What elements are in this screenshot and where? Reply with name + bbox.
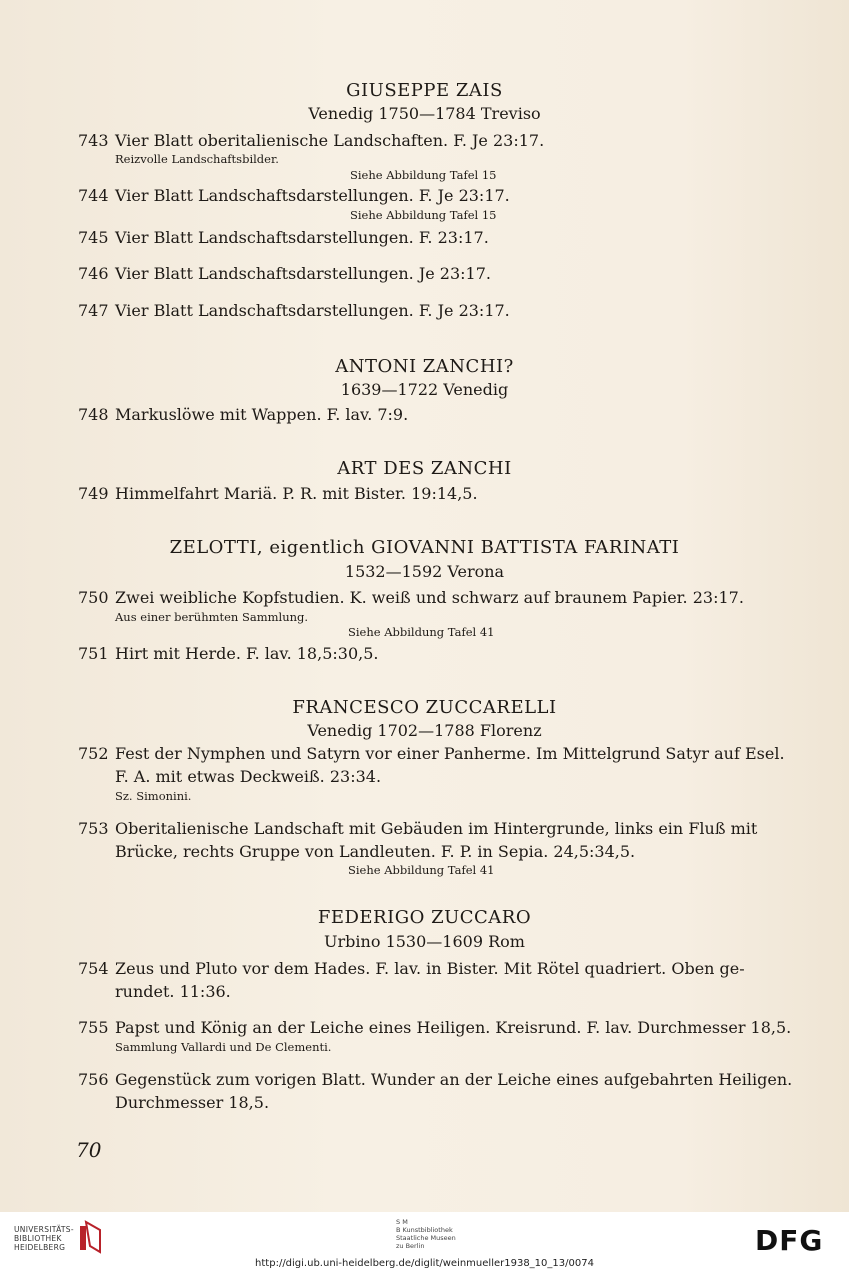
entry-text-line-2: rundet. 11:36.	[115, 982, 231, 1001]
page-number: 70	[76, 1138, 102, 1162]
entry-number: 756	[78, 1070, 109, 1089]
entry-number: 752	[78, 744, 109, 763]
plate-reference: Siehe Abbildung Tafel 41	[348, 625, 495, 639]
entry-number: 747	[78, 301, 109, 320]
plate-reference: Siehe Abbildung Tafel 15	[350, 168, 497, 182]
entry-number: 755	[78, 1018, 109, 1037]
entry-text: Markuslöwe mit Wappen. F. lav. 7:9.	[115, 405, 409, 424]
entry-text: Papst und König an der Leiche eines Heiligen. Kreisrund. F. lav. Durchmesser 18,5.	[115, 1018, 792, 1037]
entry-text-line-1: Zeus und Pluto vor dem Hades. F. lav. in Bister. Mit Rötel quadriert. Oben ge-	[115, 959, 745, 978]
artist-heading: GIUSEPPE ZAIS	[346, 80, 503, 101]
entry-note: Reizvolle Landschaftsbilder.	[115, 152, 279, 166]
source-url-link[interactable]: http://digi.ub.uni-heidelberg.de/diglit/weinmueller1938_10_13/0074	[255, 1258, 594, 1269]
artist-dates: Venedig 1702—1788 Florenz	[307, 721, 542, 740]
entry-number: 753	[78, 819, 109, 838]
entry-number: 746	[78, 264, 109, 283]
entry-text-line-2: F. A. mit etwas Deckweiß. 23:34.	[115, 767, 382, 786]
entry-number: 754	[78, 959, 109, 978]
entry-number: 750	[78, 588, 109, 607]
university-logo-icon	[78, 1220, 102, 1254]
artist-dates: 1532—1592 Verona	[344, 562, 505, 581]
university-library-name: UNIVERSITÄTS- BIBLIOTHEK HEIDELBERG	[14, 1225, 74, 1252]
digitization-footer	[0, 1212, 849, 1273]
artist-heading: FEDERIGO ZUCCARO	[317, 907, 532, 928]
entry-note: Sz. Simonini.	[115, 789, 192, 803]
artist-dates: Venedig 1750—1784 Treviso	[308, 104, 541, 123]
entry-text: Hirt mit Herde. F. lav. 18,5:30,5.	[115, 644, 379, 663]
artist-heading: FRANCESCO ZUCCARELLI	[292, 697, 557, 718]
artist-heading: ZELOTTI, eigentlich GIOVANNI BATTISTA FARINATI	[169, 537, 680, 558]
entry-number: 748	[78, 405, 109, 424]
artist-heading: ART DES ZANCHI	[337, 458, 512, 479]
plate-reference: Siehe Abbildung Tafel 41	[348, 863, 495, 877]
entry-text-line-1: Gegenstück zum vorigen Blatt. Wunder an der Leiche eines aufgebahrten Heiligen.	[115, 1070, 793, 1089]
entry-text: Vier Blatt Landschaftsdarstellungen. Je 23:17.	[115, 264, 491, 283]
artist-heading: ANTONI ZANCHI?	[335, 356, 514, 377]
entry-note: Sammlung Vallardi und De Clementi.	[115, 1040, 332, 1054]
entry-text-line-2: Durchmesser 18,5.	[115, 1093, 270, 1112]
staatliche-museen-logo: S M B Kunstbibliothek Staatliche Museen zu Berlin	[396, 1218, 456, 1250]
plate-reference: Siehe Abbildung Tafel 15	[350, 208, 497, 222]
entry-number: 751	[78, 644, 109, 663]
entry-text-line-1: Fest der Nymphen und Satyrn vor einer Panherme. Im Mittelgrund Satyr auf Esel.	[115, 744, 785, 763]
entry-text: Vier Blatt oberitalienische Landschaften. F. Je 23:17.	[115, 131, 545, 150]
artist-dates: 1639—1722 Venedig	[340, 380, 509, 399]
entry-text: Vier Blatt Landschaftsdarstellungen. F. 23:17.	[115, 228, 489, 247]
entry-number: 743	[78, 131, 109, 150]
artist-dates: Urbino 1530—1609 Rom	[324, 932, 525, 951]
entry-number: 744	[78, 186, 109, 205]
entry-text: Vier Blatt Landschaftsdarstellungen. F. Je 23:17.	[115, 301, 510, 320]
entry-number: 749	[78, 484, 109, 503]
dfg-logo: DFG	[755, 1224, 824, 1257]
entry-text-line-2: Brücke, rechts Gruppe von Landleuten. F. P. in Sepia. 24,5:34,5.	[115, 842, 636, 861]
entry-text: Zwei weibliche Kopfstudien. K. weiß und schwarz auf braunem Papier. 23:17.	[115, 588, 744, 607]
entry-note: Aus einer berühmten Sammlung.	[115, 610, 309, 624]
entry-number: 745	[78, 228, 109, 247]
entry-text: Vier Blatt Landschaftsdarstellungen. F. Je 23:17.	[115, 186, 510, 205]
entry-text-line-1: Oberitalienische Landschaft mit Gebäuden im Hintergrunde, links ein Fluß mit	[115, 819, 758, 838]
entry-text: Himmelfahrt Mariä. P. R. mit Bister. 19:14,5.	[115, 484, 478, 503]
